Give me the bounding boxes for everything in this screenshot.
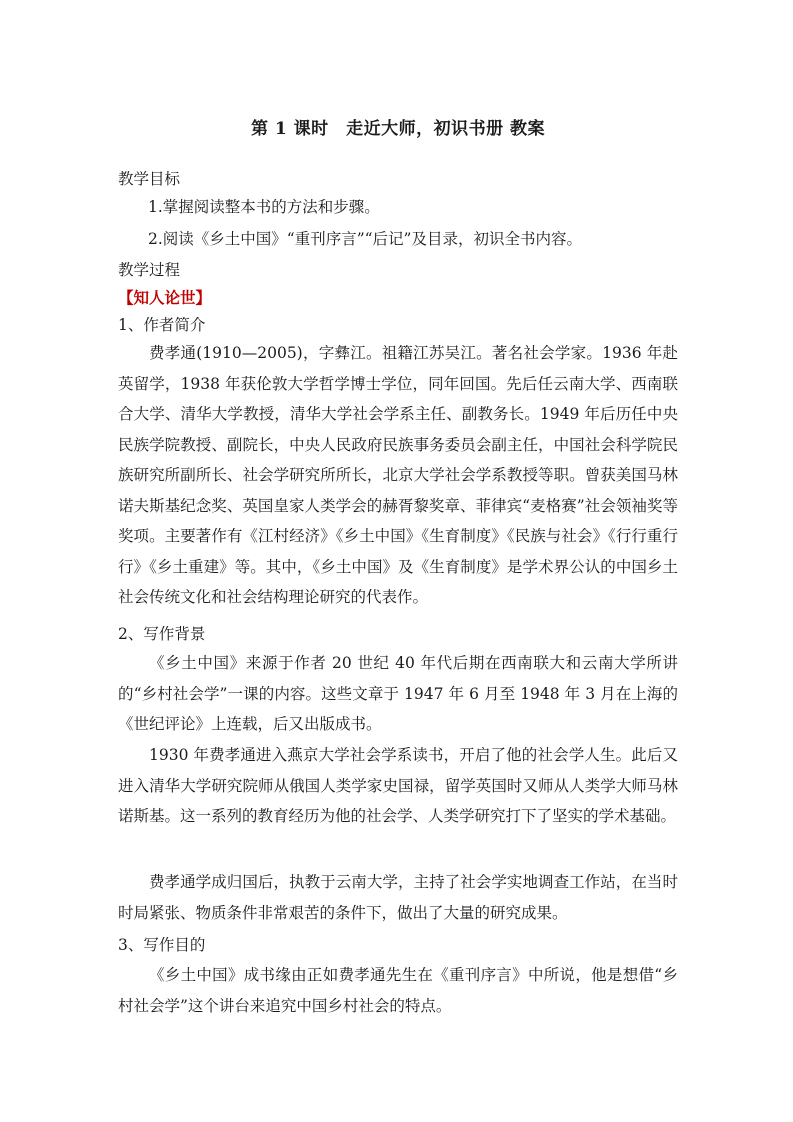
background-paragraph-3: 费孝通学成归国后，执教于云南大学，主持了社会学实地调查工作站，在当时时局紧张、物质条件非常艰苦的条件下，做出了大量的研究成果。 xyxy=(118,873,678,922)
author-intro-paragraph: 费孝通(1910—2005)，字彝江。祖籍江苏吴江。著名社会学家。1936 年赴英留学，1938 年获伦敦大学哲学博士学位，同年回国。先后任云南大学、西南联合大学、清华大学教授，清华大学社会学系主任、副教务长。1949 年后历任中央民族学院教授、副院长，中央人民政府民族事务委员会副主任，中国社会科学院民族研究所副所长、社会学研究所所长，北京大学社会学系教授等职。曾获美国马林诺夫斯基纪念奖、英国皇家人类学会的赫胥黎奖章、菲律宾“麦格赛”社会领袖奖等奖项。主要著作有《江村经济》《乡土中国》《生育制度》《民族与社会》《行行重行行》《乡土重建》等。其中，《乡土中国》及《生育制度》是学术界公认的中国乡土社会传统文化和社会结构理论研究的代表作。 xyxy=(118,344,678,606)
purpose-paragraph: 《乡土中国》成书缘由正如费孝通先生在《重刊序言》中所说，他是想借“乡村社会学”这个讲台来追究中国乡村社会的特点。 xyxy=(118,966,678,1015)
section-heading-purpose: 3、写作目的 xyxy=(118,936,206,954)
page-title: 第 1 课时 走近大师，初识书册 教案 xyxy=(250,119,546,139)
section-tag: 【知人论世】 xyxy=(118,288,212,307)
objective-item-1: 1.掌握阅读整本书的方法和步骤。 xyxy=(148,198,380,216)
section-heading-background: 2、写作背景 xyxy=(118,625,206,643)
section-heading-author: 1、作者简介 xyxy=(118,316,206,334)
background-paragraph-1: 《乡土中国》来源于作者 20 世纪 40 年代后期在西南联大和云南大学所讲的“乡村社会学”一课的内容。这些文章于 1947 年 6 月至 1948 年 3 月在上海的《世纪评论》上连载，后又出版成书。 xyxy=(118,654,678,733)
objective-item-2: 2.阅读《乡土中国》“重刊序言”“后记”及目录，初识全书内容。 xyxy=(148,230,582,248)
process-heading: 教学过程 xyxy=(118,261,181,279)
background-paragraph-2: 1930 年费孝通进入燕京大学社会学系读书，开启了他的社会学人生。此后又进入清华大学研究院师从俄国人类学家史国禄，留学英国时又师从人类学大师马林诺斯基。这一系列的教育经历为他的社会学、人类学研究打下了坚实的学术基础。 xyxy=(118,746,678,825)
objectives-heading: 教学目标 xyxy=(118,170,181,188)
